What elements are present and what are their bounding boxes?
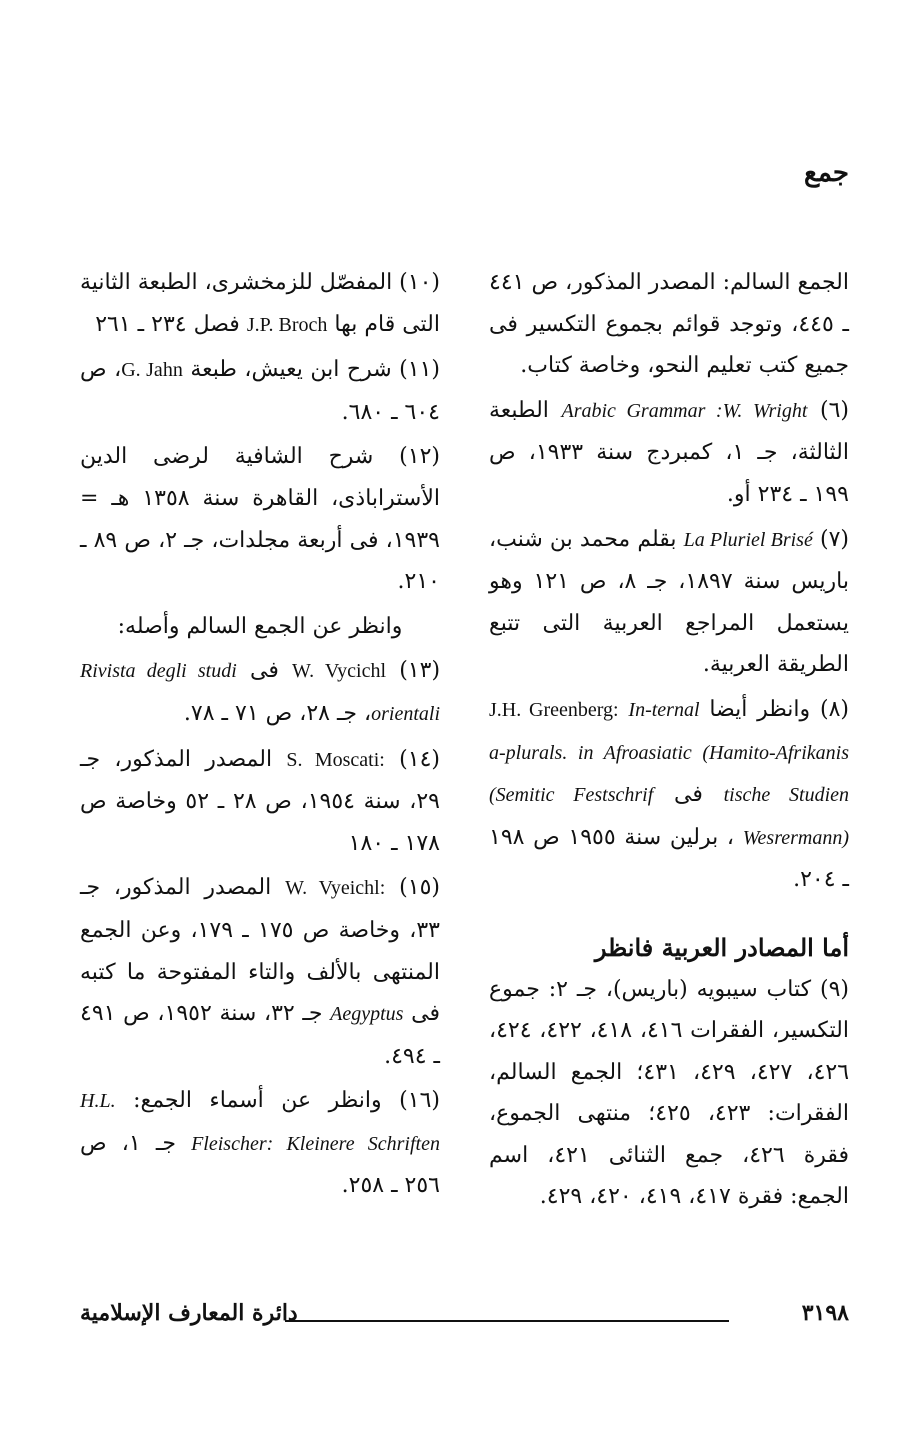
- latin-citation: Arabic Grammar :W. Wright: [561, 399, 808, 422]
- footnote-text: الطبعة الثالثة، جـ ١، كمبردج سنة ١٩٣٣، ص ١٩٩ ـ ٢٣٤ أو.: [489, 397, 849, 507]
- footnote-8: [489, 689, 849, 901]
- footnote-14: [80, 739, 440, 865]
- latin-citation: J.H. Greenberg:: [489, 698, 619, 721]
- latin-citation: Rivista degli studi orientali: [80, 660, 440, 725]
- footnote-9: (٩) كتاب سيبويه (باريس)، جـ ٢: جموع التكسير، الفقرات ٤١٦، ٤١٨، ٤٢٢، ٤٢٤، ٤٢٦، ٤٢٧، ٤٢٩، ٤٣١؛ الجمع السالم، الفقرات: ٤٢٣، ٤٢٥؛ منتهى الجموع، فقرة ٤٢٦، جمع الثنائى ٤٢١، اسم الجمع: فقرة ٤١٧، ٤١٩، ٤٢٠، ٤٢٩.: [489, 976, 850, 1210]
- footnote-text: جـ ١، ص ٢٥٦ ـ ٢٥٨.: [80, 1130, 440, 1199]
- footnote-text: ، جـ ٢٨، ص ٧١ ـ ٧٨.: [183, 700, 372, 726]
- footnote-number: (١٤): [399, 746, 440, 772]
- footnote-11: [80, 349, 440, 433]
- latin-citation: Aegyptus: [330, 1003, 404, 1026]
- footnote-text: المصدر المذكور، جـ ٢٩، سنة ١٩٥٤، ص ٢٨ ـ ٥٢ وخاصة ص ١٧٨ ـ ١٨٠: [80, 746, 440, 856]
- latin-citation: In-ternal a-plurals. in Afroasiatic (Hamito-Afrikanis tische Studien: [489, 698, 850, 807]
- footnote-text: ، برلين سنة ١٩٥٥ ص ١٩٨ ـ ٢٠٤.: [489, 824, 849, 893]
- page-number: ٣١٩٨: [801, 1300, 849, 1326]
- footer-divider: [285, 1320, 729, 1322]
- footnote-12: (١٢) شرح الشافية لرضى الدين الأستراباذى، القاهرة سنة ١٣٥٨ هـ = ١٩٣٩، فى أربعة مجلدات، جـ ٢، ص ٨٩ ـ ٢١٠.: [80, 444, 441, 595]
- footnote-text: وانظر أيضا: [709, 696, 811, 722]
- right-column: [489, 262, 849, 1221]
- footnote-number: (١٣): [399, 658, 441, 684]
- latin-citation: G. Jahn: [121, 359, 183, 382]
- footnote-7: [489, 519, 849, 686]
- footnote-text: بقلم محمد بن شنب، باريس سنة ١٨٩٧، جـ ٨، ص ١٢١ وهو يستعمل المراجع العربية التى تتبع الطريقة العربية.: [489, 526, 850, 678]
- footnote-number: (٨): [819, 696, 849, 722]
- footnote-text: فصل ٢٣٤ ـ ٢٦١: [95, 311, 240, 337]
- latin-citation: (Semitic Festschrif Wesrermann): [489, 784, 849, 849]
- footnote-text: جـ ٣٢، سنة ١٩٥٢، ص ٤٩١ ـ ٤٩٤.: [80, 1001, 440, 1069]
- latin-citation: W. Vyeichl:: [285, 877, 386, 900]
- footnote-number: (٧): [819, 526, 849, 552]
- footnote-5-continuation: الجمع السالم: المصدر المذكور، ص ٤٤١ ـ ٤٤٥، وتوجد قوائم بجموع التكسير فى جميع كتب تعليم النحو، وخاصة كتاب.: [489, 270, 849, 379]
- footnote-number: (٦): [819, 397, 849, 423]
- footnote-text: فى: [674, 782, 703, 808]
- latin-citation: La Pluriel Brisé: [683, 528, 813, 551]
- section-heading: أما المصادر العربية فانظر: [594, 932, 849, 962]
- footnote-text: فى: [250, 658, 279, 684]
- footnote-10: [80, 262, 440, 346]
- footnote-text: (١١) شرح ابن يعيش، طبعة: [190, 357, 440, 383]
- footnote-6: [489, 390, 849, 516]
- footnote-text: المصدر المذكور، جـ ٣٣، وخاصة ص ١٧٥ ـ ١٧٩، وعن الجمع المنتهى بالألف والتاء المفتوحة ما كتبه فى: [80, 875, 441, 1027]
- footnote-text: (١٦) وانظر عن أسماء الجمع:: [133, 1088, 440, 1114]
- latin-citation: H.L. Fleischer: Kleinere Schriften: [80, 1090, 440, 1155]
- latin-citation: S. Moscati:: [286, 748, 385, 771]
- footnote-13: [80, 650, 440, 735]
- publication-title: دائرة المعارف الإسلامية: [80, 1300, 298, 1326]
- footnote-number: (١٥): [399, 875, 440, 901]
- latin-citation: W. Vycichl: [292, 660, 387, 683]
- footnote-15: [80, 867, 440, 1077]
- page-footer: [80, 1300, 849, 1340]
- page-header-title: جمع: [804, 158, 849, 188]
- see-also-note: وانظر عن الجمع السالم وأصله:: [117, 613, 403, 639]
- footnote-text: ، ص ٦٠٤ ـ ٦٨٠.: [80, 357, 440, 425]
- footnote-16: [80, 1080, 440, 1207]
- footnote-text: (١٠) المفصّل للزمخشرى، الطبعة الثانية التى قام بها: [79, 270, 440, 337]
- latin-citation: J.P. Broch: [246, 313, 328, 336]
- left-column: [80, 262, 440, 1210]
